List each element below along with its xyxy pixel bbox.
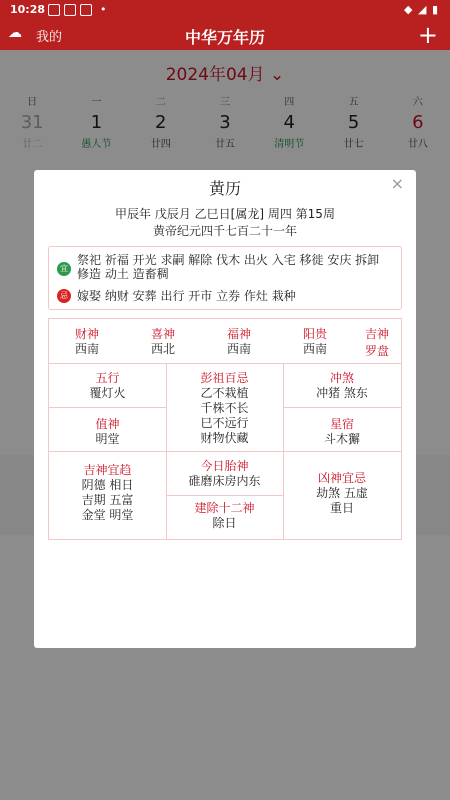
battery-icon: ▮ <box>432 3 439 16</box>
dot-icon: • <box>100 3 107 16</box>
divider <box>49 451 401 452</box>
divider <box>166 495 283 496</box>
day-number: 1 <box>90 112 103 133</box>
god-label: 福神 <box>226 327 251 341</box>
divider <box>49 363 401 364</box>
pengzu-value: 千株不长 <box>200 401 249 415</box>
taishen-label: 今日胎神 <box>200 459 249 473</box>
chongsha-value: 冲猪 煞东 <box>316 386 368 400</box>
notification-icon <box>64 4 76 16</box>
chongsha-label: 冲煞 <box>329 371 354 385</box>
day-lunar: 廿八 <box>407 139 428 150</box>
download-icon <box>48 4 60 16</box>
day-number: 3 <box>219 112 231 133</box>
jishen-value: 阴德 相日 <box>81 478 134 492</box>
jianchu-label: 建除十二神 <box>194 501 255 515</box>
god-value: 罗盘 <box>364 344 389 358</box>
day-lunar: 廿二 <box>22 139 43 150</box>
god-cell <box>201 325 277 357</box>
signal-icon: ◢ <box>418 3 427 16</box>
dialog-title: 黄历 <box>208 179 241 198</box>
taishen-value: 碓磨床房内东 <box>188 474 261 488</box>
ganzhi-date: 甲辰年 戊辰月 乙巳日[属龙] 周四 第15周 <box>115 207 335 221</box>
jishen-cell <box>49 461 166 523</box>
zhishen-label: 值神 <box>95 417 120 431</box>
ji-badge: 忌 <box>57 289 71 303</box>
day-number: 5 <box>347 112 360 133</box>
god-cell <box>49 325 125 357</box>
god-value: 西南 <box>74 342 99 356</box>
almanac-grid <box>48 318 402 540</box>
day-lunar: 清明节 <box>274 139 305 150</box>
status-bar <box>0 0 450 20</box>
zhishen-cell <box>49 415 166 447</box>
weekday-label: 四 <box>284 97 295 108</box>
chongsha-cell <box>283 369 401 401</box>
god-label: 喜神 <box>150 327 175 341</box>
day-number: 6 <box>412 112 424 133</box>
jianchu-value: 除日 <box>212 516 237 530</box>
pengzu-value: 乙不栽植 <box>200 386 249 400</box>
xiongshen-value: 重日 <box>329 501 354 515</box>
xingxiu-cell <box>283 415 401 447</box>
jianchu-cell <box>166 499 283 531</box>
wuxing-label: 五行 <box>95 371 120 385</box>
god-cell <box>353 325 401 359</box>
day-lunar: 愚人节 <box>81 139 112 150</box>
pengzu-value: 财物伏藏 <box>200 431 249 445</box>
weekday-label: 五 <box>348 97 359 108</box>
divider <box>49 407 166 408</box>
ji-list: 嫁娶 纳财 安葬 出行 开市 立券 作灶 栽种 <box>77 289 296 303</box>
pengzu-cell <box>166 369 283 446</box>
status-time: 10:28 <box>10 3 46 16</box>
yi-badge: 宜 <box>57 262 71 276</box>
almanac-dialog <box>34 170 416 648</box>
day-number: 31 <box>20 112 44 133</box>
day-lunar: 廿五 <box>214 139 235 150</box>
god-cell <box>277 325 353 357</box>
yi-list: 祭祀 祈福 开光 求嗣 解除 伐木 出火 入宅 移徙 安庆 拆卸 修造 动土 造畜稠 <box>77 253 380 281</box>
my-button[interactable]: 我的 <box>36 30 63 45</box>
god-value: 西北 <box>150 342 175 356</box>
pengzu-value: 巳不远行 <box>200 416 249 430</box>
weekday-label: 六 <box>412 97 423 108</box>
day-lunar: 廿七 <box>343 139 364 150</box>
app-title: 中华万年历 <box>184 28 265 47</box>
day-number: 2 <box>154 112 167 133</box>
xingxiu-value: 斗木獬 <box>323 432 360 446</box>
weekday-label: 三 <box>219 97 230 108</box>
add-icon[interactable]: + <box>417 21 438 49</box>
day-lunar: 廿四 <box>150 139 171 150</box>
month-selector[interactable]: 2024年04月 ⌄ <box>165 65 285 85</box>
weekday-label: 日 <box>27 97 38 108</box>
god-label: 阳贵 <box>302 327 327 341</box>
app-bar <box>0 20 450 50</box>
god-cell <box>125 325 201 357</box>
xiongshen-cell <box>283 469 401 516</box>
god-value: 西南 <box>226 342 251 356</box>
pengzu-label: 彭祖百忌 <box>200 371 249 385</box>
god-label: 吉神 <box>364 327 389 341</box>
huangdi-year: 黄帝纪元四千七百二十一年 <box>152 224 297 238</box>
divider <box>283 407 401 408</box>
taishen-cell <box>166 457 283 489</box>
weekday-label: 一 <box>91 97 102 108</box>
cloud-icon[interactable]: ☁ <box>8 25 22 41</box>
weekday-label: 二 <box>155 97 166 108</box>
xingxiu-label: 星宿 <box>329 417 354 431</box>
wifi-icon: ◆ <box>404 3 413 16</box>
god-value: 西南 <box>302 342 327 356</box>
jishen-value: 吉期 五富 <box>81 493 134 507</box>
jishen-label: 吉神宜趋 <box>83 463 132 477</box>
wuxing-value: 覆灯火 <box>89 386 126 400</box>
yi-ji-box <box>48 246 402 310</box>
notification-icon <box>80 4 92 16</box>
wuxing-cell <box>49 369 166 401</box>
zhishen-value: 明堂 <box>95 432 120 446</box>
xiongshen-value: 劫煞 五虚 <box>316 486 368 500</box>
close-icon[interactable]: × <box>390 174 404 193</box>
jishen-value: 金堂 明堂 <box>81 508 134 522</box>
god-label: 财神 <box>74 327 99 341</box>
day-number: 4 <box>283 112 295 133</box>
xiongshen-label: 凶神宜忌 <box>317 471 366 485</box>
